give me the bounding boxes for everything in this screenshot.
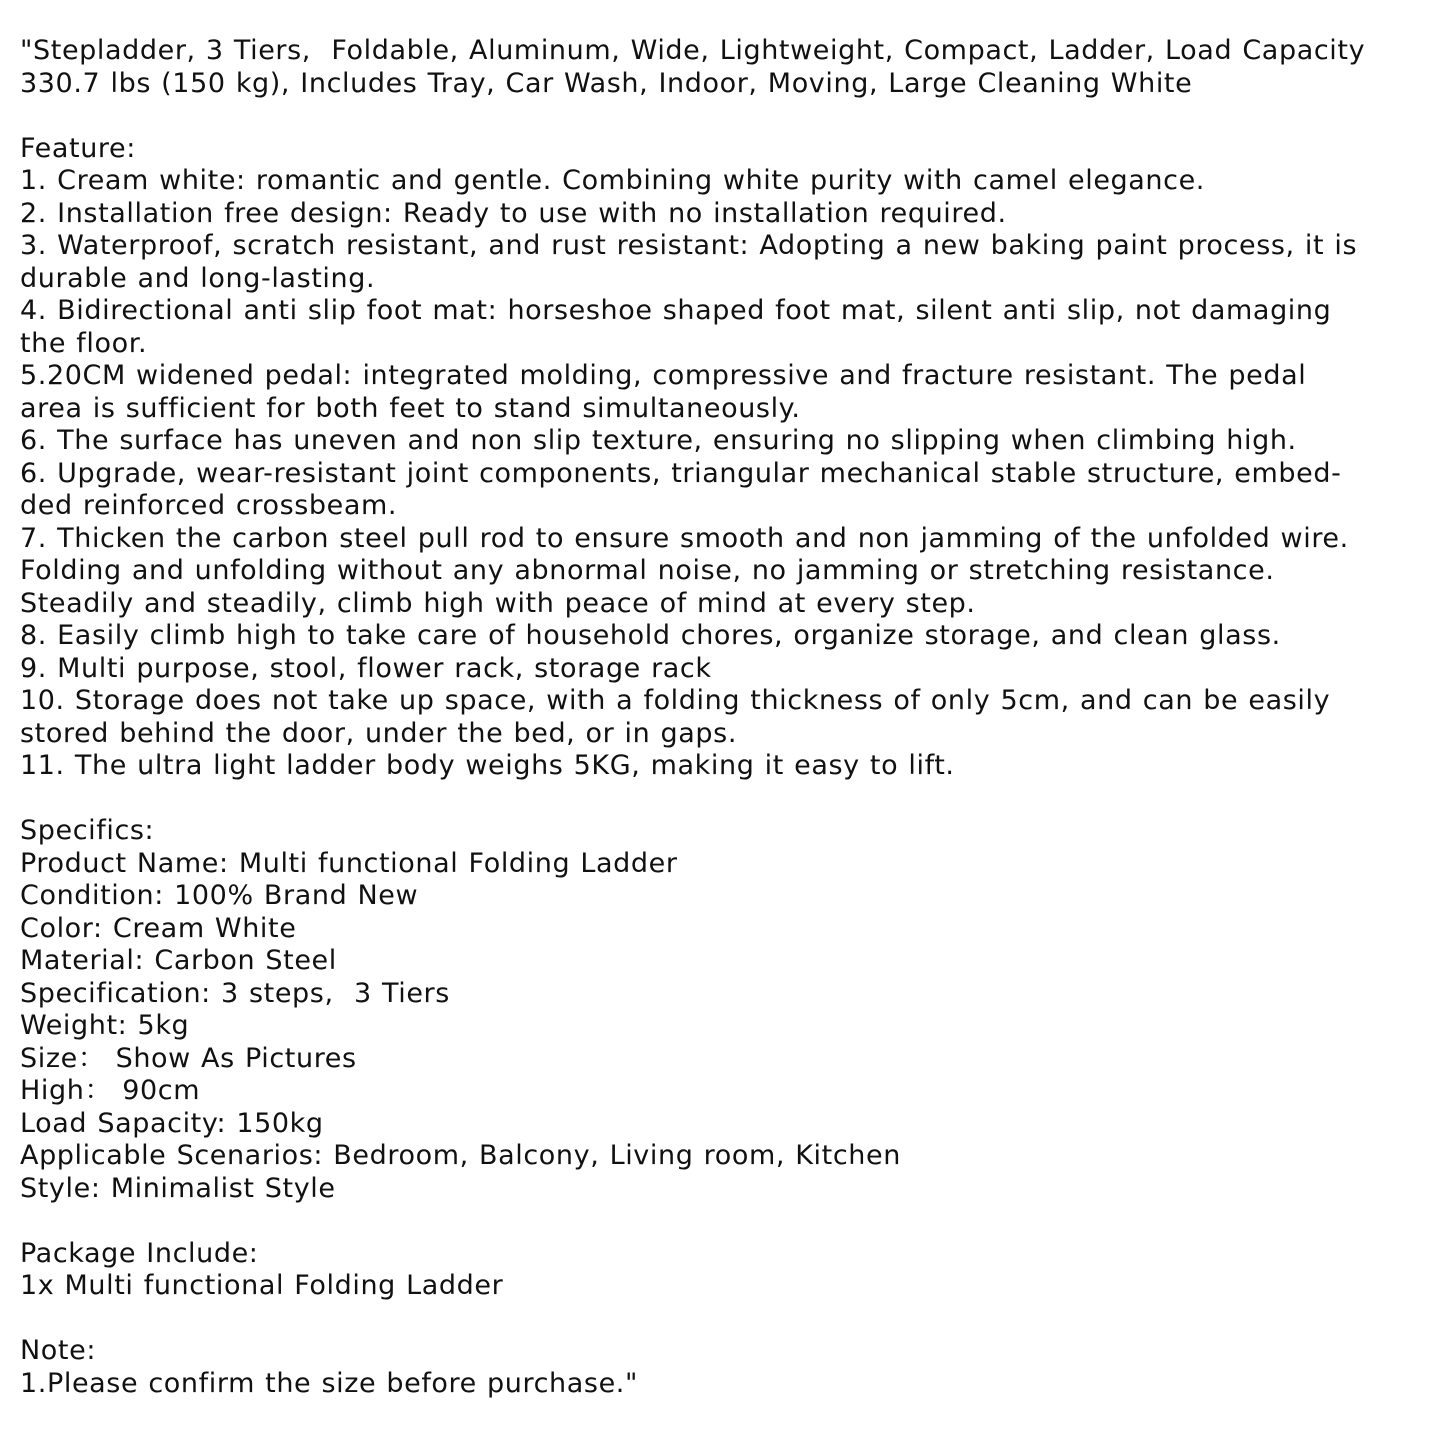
spec-line: Size： Show As Pictures [20,1042,357,1074]
spec-line: Material: Carbon Steel [20,945,337,976]
feature-line: 7. Thicken the carbon steel pull rod to ensure smooth and non jamming of the unfolded wire. [20,522,1349,554]
feature-line: 9. Multi purpose, stool, flower rack, storage rack [20,652,712,684]
spec-line: High： 90cm [20,1075,201,1106]
feature-line: ded reinforced crossbeam. [20,490,398,521]
feature-line: Steadily and steadily, climb high with peace of mind at every step. [20,587,976,619]
package-heading: Package Include: [20,1237,259,1269]
blank-line [20,100,1430,133]
spec-line: Condition: 100% Brand New [20,880,419,911]
feature-line: 10. Storage does not take up space, with a folding thickness of only 5cm, and can be easily [20,685,1331,716]
feature-line: 6. The surface has uneven and non slip texture, ensuring no slipping when climbing high. [20,425,1297,456]
feature-line: area is sufficient for both feet to stand simultaneously. [20,392,801,424]
feature-line: stored behind the door, under the bed, or in gaps. [20,717,738,749]
spec-line: Weight: 5kg [20,1010,190,1041]
note-heading: Note: [20,1335,97,1366]
spec-line: Load Sapacity: 150kg [20,1107,324,1139]
product-description [20,35,1430,1400]
feature-line: 4. Bidirectional anti slip foot mat: horseshoe shaped foot mat, silent anti slip, not damaging [20,295,1332,326]
feature-line: 3. Waterproof, scratch resistant, and rust resistant: Adopting a new baking paint process, it is [20,230,1358,261]
feature-line: the floor. [20,327,148,359]
note-line: 1.Please confirm the size before purchase." [20,1367,638,1399]
spec-line: Color: Cream White [20,912,297,944]
spec-line: Style: Minimalist Style [20,1172,336,1204]
feature-heading: Feature: [20,132,136,164]
title-line-2: 330.7 lbs (150 kg), Includes Tray, Car Wash, Indoor, Moving, Large Cleaning White [20,67,1193,99]
feature-line: 1. Cream white: romantic and gentle. Combining white purity with camel elegance. [20,165,1205,196]
specifics-heading: Specifics: [20,815,155,846]
blank-line [20,1205,1430,1238]
spec-line: Product Name: Multi functional Folding Ladder [20,847,678,879]
spec-line: Applicable Scenarios: Bedroom, Balcony, Living room, Kitchen [20,1140,901,1171]
blank-line [20,1303,1430,1336]
feature-line: durable and long-lasting. [20,262,376,294]
feature-line: 11. The ultra light ladder body weighs 5KG, making it easy to lift. [20,750,955,781]
title-line-1: "Stepladder, 3 Tiers, Foldable, Aluminum, Wide, Lightweight, Compact, Ladder, Load Capacity [20,35,1366,66]
feature-line: 5.20CM widened pedal: integrated molding, compressive and fracture resistant. The pedal [20,360,1307,391]
feature-line: 8. Easily climb high to take care of household chores, organize storage, and clean glass. [20,620,1281,651]
blank-line [20,783,1430,816]
feature-line: 6. Upgrade, wear-resistant joint components, triangular mechanical stable structure, embed- [20,457,1342,489]
feature-line: Folding and unfolding without any abnormal noise, no jamming or stretching resistance. [20,555,1275,586]
feature-line: 2. Installation free design: Ready to use with no installation required. [20,197,1007,229]
package-line: 1x Multi functional Folding Ladder [20,1270,504,1301]
spec-line: Specification: 3 steps, 3 Tiers [20,977,450,1009]
